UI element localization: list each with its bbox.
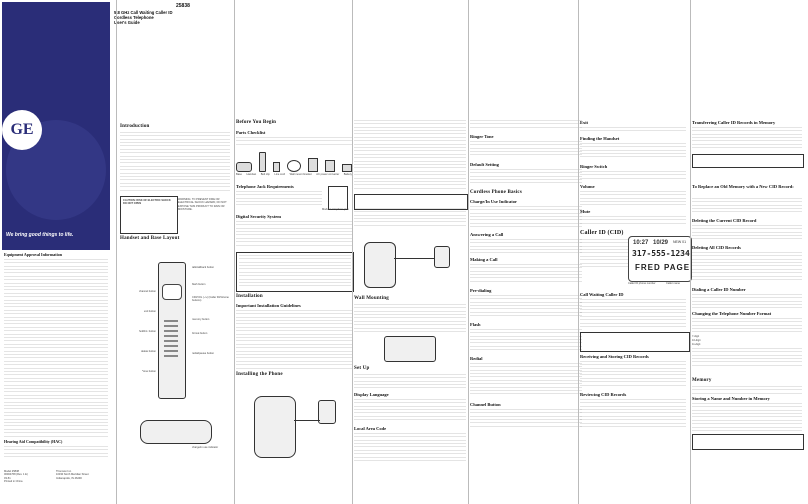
parts-row <box>236 150 352 172</box>
finding-text <box>580 143 686 159</box>
guide-title-3: User's Guide <box>114 20 140 25</box>
redial-heading: Redial <box>470 356 483 361</box>
intro-heading: Introduction <box>120 124 150 129</box>
format-10: 10-digit <box>692 339 701 342</box>
setup-heading: Set Up <box>354 366 370 371</box>
equipment-approval-text <box>4 259 108 437</box>
part-label: Base <box>236 173 242 176</box>
handset-screen <box>162 284 182 300</box>
cover-panel <box>0 0 112 504</box>
parts-labels <box>236 173 352 176</box>
handset-label-2: flash button <box>192 283 206 286</box>
wall-plate-icon <box>328 186 348 210</box>
phone-cord-diagram <box>364 232 460 292</box>
changing-text <box>692 318 802 332</box>
receiving-text <box>580 361 686 387</box>
layout-heading: Handset and Base Layout <box>120 236 180 241</box>
storing-text <box>692 403 802 431</box>
warning-text: WARNING: TO PREVENT FIRE OR ELECTRICAL SHOCK HAZARD, DO NOT EXPOSE THIS PRODUCT TO RAIN OR MOISTURE. <box>178 198 227 212</box>
making-heading: Making a Call <box>470 257 498 262</box>
handset-label-8: exit button <box>144 310 156 313</box>
battery-icon <box>342 164 352 172</box>
fold-line <box>690 0 691 504</box>
call-waiting-note <box>580 332 690 352</box>
lcd-time: 10:27 <box>633 240 649 246</box>
hac-heading: Hearing Aid Compatibility (HAC) <box>4 439 63 444</box>
replace-heading: To Replace an Old Memory with a New CID Record: <box>692 184 794 189</box>
lcd-date: 10/29 <box>653 240 669 246</box>
install-cord <box>294 420 320 421</box>
wall-text <box>354 304 466 332</box>
fold-line <box>468 0 469 504</box>
setup-text <box>354 374 466 388</box>
panel-7 <box>692 0 806 504</box>
answering-heading: Answering a Call <box>470 232 504 237</box>
bracket-icon <box>308 158 318 172</box>
hac-text <box>4 446 108 458</box>
handset-label-3: CID/VOL (-/+) (Caller ID/Volume buttons) <box>192 296 229 303</box>
charge-heading: Charge/In Use Indicator <box>470 199 517 204</box>
line-cord-icon <box>287 160 301 172</box>
belt-clip-icon <box>273 162 280 172</box>
part-label: Battery <box>343 173 352 176</box>
guidelines-heading: Important Installation Guidelines <box>236 303 301 308</box>
cord-base <box>364 242 396 288</box>
guide-title-1: 5.8 GHz Call Waiting Caller ID <box>114 10 173 15</box>
handset-label-9: hold/int. button <box>138 330 156 333</box>
handset-keypad <box>164 320 178 360</box>
finding-heading: Finding the Handset <box>580 136 620 141</box>
cover-tagline: We bring good things to life. <box>6 232 74 238</box>
panel-2 <box>120 0 233 504</box>
caller-id-text <box>580 239 628 269</box>
notice-box <box>236 252 354 292</box>
panel-4 <box>354 0 470 504</box>
before-heading: Before You Begin <box>236 120 277 125</box>
panel5-top-text <box>470 120 582 130</box>
part-label: Belt clip <box>260 173 270 176</box>
memory-text <box>692 386 802 394</box>
fold-line <box>352 0 353 504</box>
default-text <box>470 169 582 185</box>
base-label-1: charge/in use indicator <box>192 446 219 449</box>
memory-heading: Memory <box>692 378 712 383</box>
cover-footer-left: Model 25838 00004768 (Rev. 1 E) 03-51 Printed in China <box>4 470 28 484</box>
jack-text <box>236 191 322 207</box>
exit-heading: Exit <box>580 120 589 125</box>
handset-label-6: redial/pause button <box>192 352 215 355</box>
ac-converter-icon <box>325 160 335 172</box>
model-number: 25838 <box>176 3 190 9</box>
mute-heading: Mute <box>580 209 591 214</box>
charge-text <box>470 206 582 228</box>
installing-heading: Installing the Phone <box>236 372 283 377</box>
handset-label-7: channel button <box>138 290 156 293</box>
default-heading: Default Setting <box>470 162 499 167</box>
fold-line <box>578 0 579 504</box>
lcd-caption-right: Caller name <box>666 282 680 285</box>
changing-heading: Changing the Telephone Number Format <box>692 311 772 316</box>
ringer-tone-text <box>470 141 582 157</box>
panel-6 <box>580 0 692 504</box>
local-area-heading: Local Area Code <box>354 426 387 431</box>
making-text <box>470 264 582 284</box>
handset-label-1: talk/callback button <box>192 266 215 269</box>
handset-label-4: memory button <box>192 318 210 321</box>
deleting-text <box>692 225 802 241</box>
ge-logo: GE <box>2 110 42 150</box>
install-heading: Installation <box>236 294 263 299</box>
ringer-switch-heading: Ringer Switch <box>580 164 608 169</box>
volume-text <box>580 191 686 205</box>
lcd-number: 317-555-1234 <box>632 249 690 258</box>
format-11: 11-digit <box>692 343 701 346</box>
redial-text <box>470 363 582 397</box>
mute-text <box>580 216 686 226</box>
reviewing-text <box>580 399 686 429</box>
caller-id-display <box>628 236 692 282</box>
wall-diagram <box>384 336 436 362</box>
local-area-text <box>354 433 466 463</box>
notice-text <box>239 255 351 289</box>
part-label: Wall mount bracket <box>289 173 312 176</box>
install-diagram-jack <box>318 400 336 424</box>
fold-line <box>234 0 235 504</box>
handset-part-icon <box>259 152 266 172</box>
warning-box <box>120 196 178 234</box>
part-label: Handset <box>246 173 257 176</box>
handset-label-11: *tone button <box>142 370 156 373</box>
jack-heading: Telephone Jack Requirements <box>236 184 294 189</box>
volume-heading: Volume <box>580 184 595 189</box>
base-diagram <box>140 420 212 444</box>
equipment-approval-heading: Equipment Approval Information <box>4 252 62 257</box>
lcd-caption-left: Caller ID phone number <box>628 282 656 285</box>
format-7: 7-digit <box>692 335 700 338</box>
base-part-icon <box>236 162 252 172</box>
exit-text <box>580 127 686 133</box>
transferring-heading: Transferring Caller ID Records in Memory <box>692 120 776 125</box>
predial-text <box>470 295 582 317</box>
predial-heading: Pre-dialing <box>470 288 492 293</box>
answering-text <box>470 239 582 253</box>
language-heading: Display Language <box>354 392 389 397</box>
lcd-count: NEW 01 <box>673 240 687 244</box>
replace-text <box>692 198 802 214</box>
parts-heading: Parts Checklist <box>236 130 266 135</box>
dss-heading: Digital Security System <box>236 214 281 219</box>
storing-note <box>692 434 804 450</box>
ringer-switch-text <box>580 171 686 181</box>
call-waiting-heading: Call Waiting Caller ID <box>580 292 624 297</box>
cover-footer-right: Thomson Inc. 10330 North Meridian Street Indianapolis, IN 46290 <box>56 470 89 480</box>
part-label: AC power converter <box>316 173 340 176</box>
reviewing-heading: Reviewing CID Records <box>580 392 627 397</box>
deleting-heading: Deleting the Current CID Record <box>692 218 757 223</box>
caller-id-heading: Caller ID (CID) <box>580 230 624 236</box>
install-steps-2 <box>354 208 466 228</box>
wall-heading: Wall Mounting <box>354 296 389 301</box>
caution-label: CAUTION: RISK OF ELECTRIC SHOCK DO NOT OPEN <box>123 199 171 206</box>
ringer-tone-heading: Ringer Tone <box>470 134 494 139</box>
transferring-text <box>692 127 802 151</box>
jack-caption: Modular telephone jack <box>322 208 349 211</box>
cordless-basics-heading: Cordless Phone Basics <box>470 190 522 195</box>
format-text <box>692 348 802 368</box>
dialing-heading: Dialing a Caller ID Number <box>692 287 746 292</box>
handset-label-5: format button <box>192 332 208 335</box>
intro-text <box>120 132 230 192</box>
dialing-text <box>692 294 802 308</box>
deleting-all-heading: Deleting All CID Records <box>692 245 741 250</box>
storing-heading: Storing a Name and Number in Memory <box>692 396 770 401</box>
flash-heading: Flash <box>470 322 481 327</box>
parts-text <box>236 137 352 147</box>
panel-3 <box>236 0 354 504</box>
flash-text <box>470 329 582 353</box>
channel-text <box>470 409 582 429</box>
guide-title-2: Cordless Telephone <box>114 15 154 20</box>
language-text <box>354 399 466 423</box>
cord-line <box>394 258 434 259</box>
install-steps <box>354 120 466 190</box>
lcd-name: FRED PAGE <box>635 263 691 272</box>
install-diagram-base <box>254 396 296 458</box>
channel-heading: Channel Button <box>470 402 501 407</box>
cord-jack <box>434 246 450 268</box>
guidelines-text <box>236 310 352 370</box>
transferring-note <box>692 154 804 168</box>
handset-label-10: delete button <box>141 350 156 353</box>
deleting-all-text <box>692 252 802 282</box>
dss-text <box>236 221 352 247</box>
receiving-heading: Receiving and Storing CID Records <box>580 354 649 359</box>
part-label: Line cord <box>274 173 286 176</box>
call-waiting-text <box>580 299 686 329</box>
fold-line <box>116 0 117 504</box>
